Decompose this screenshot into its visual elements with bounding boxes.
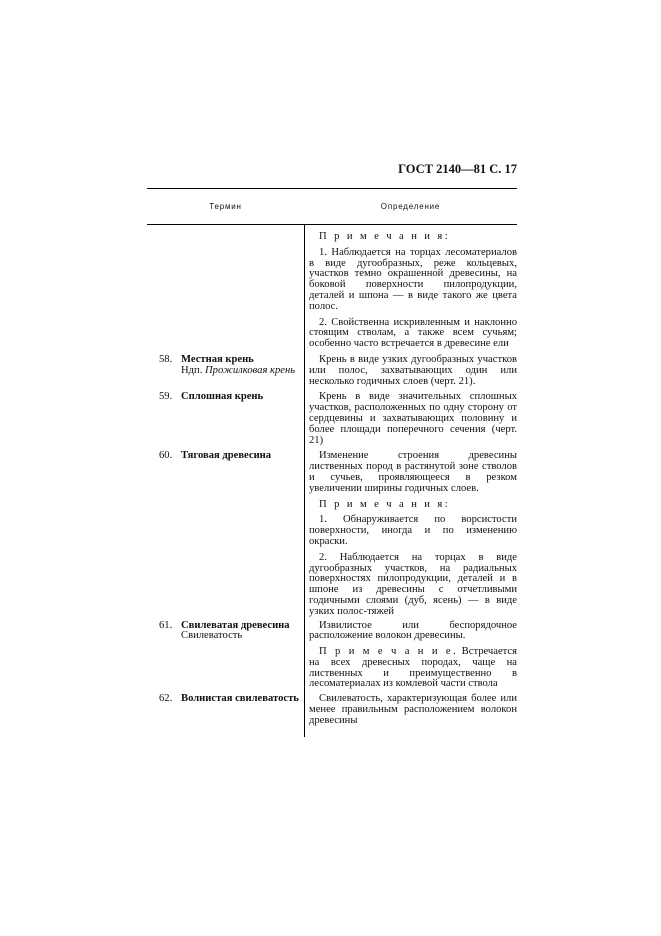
entry-number: 58. bbox=[159, 353, 173, 365]
column-divider bbox=[304, 225, 305, 737]
entry-definition: Крень в виде узких дугообразных участков или полос, захватывающих один или несколько годичных слоев (черт. 21). bbox=[309, 353, 517, 387]
entry-term: Сплошная крень bbox=[181, 391, 264, 403]
note-title: П р и м е ч а н и я: bbox=[319, 231, 451, 242]
table-body bbox=[147, 225, 517, 727]
entry-definition: Извилистое или беспорядочное расположение волокон древесины. bbox=[309, 619, 517, 642]
terms-table bbox=[147, 188, 517, 727]
table-row bbox=[147, 350, 517, 387]
entry-term: Свилеватая древесина bbox=[181, 619, 290, 631]
entry-alt: Свилеватость bbox=[181, 630, 243, 642]
note-text: 1. Наблюдается на торцах лесоматериалов в виде дугообразных, реже кольцевых, участков темно окрашенной древесины, на боковой поверхности пилопродукции, деталей и шпона — в виде такого же цвета полос. bbox=[309, 246, 517, 312]
entry-number: 60. bbox=[159, 450, 173, 462]
table-row bbox=[147, 446, 517, 617]
entry-number: 59. bbox=[159, 391, 173, 403]
column-header-term: Термин bbox=[209, 202, 242, 211]
entry-alt-prefix: Ндп. bbox=[181, 364, 203, 376]
entry-definition: Свилеватость, характеризующая более или менее правильным расположением волокон древесины bbox=[309, 693, 517, 726]
note-text: Встречается на всех древесных породах, чаще на лиственных и преимущественно в лесоматериалах из комлевой части ствола bbox=[309, 646, 517, 690]
entry-alt: Прожилковая крень bbox=[205, 364, 296, 376]
note-text: 2. Наблюдается на торцах в виде дугообразных участков, на радиальных поверхностях пилопродукции, деталей и в шпоне из древесины с отчетливыми годичными слоями (дуб, ясень) — в виде узких полос-тяжей bbox=[309, 551, 517, 617]
note-label: П р и м е ч а н и е. bbox=[319, 646, 459, 658]
table-row bbox=[147, 618, 517, 691]
entry-term: Местная крень bbox=[181, 353, 254, 365]
continuation-row bbox=[147, 225, 517, 350]
entry-term: Тяговая древесина bbox=[181, 450, 272, 462]
entry-term: Волнистая свилеватость bbox=[181, 693, 299, 705]
note-text: 2. Свойственна искривленным и наклонно стоящим стволам, а также всем сучьям; особенно часто встречается в древесине ели bbox=[309, 316, 517, 350]
entry-definition: Крень в виде значительных сплошных участков, расположенных по одну сторону от сердцевины и захватывающих половину и более площади поперечного сечения (черт. 21) bbox=[309, 391, 517, 446]
column-headers bbox=[147, 189, 517, 224]
note-text: 1. Обнаруживается по ворсистости поверхности, иногда и по изменению окраски. bbox=[309, 514, 517, 547]
entry-number: 61. bbox=[159, 619, 173, 631]
note-title: П р и м е ч а н и я: bbox=[319, 498, 451, 510]
table-row bbox=[147, 387, 517, 446]
column-header-definition: Определение bbox=[380, 202, 441, 211]
entry-number: 62. bbox=[159, 693, 173, 705]
entry-definition: Изменение строения древесины лиственных пород в растянутой зоне стволов и сучьев, проявляющееся в резком увеличении ширины годичных слоев. bbox=[309, 450, 517, 494]
table-row bbox=[147, 690, 517, 726]
page-header: ГОСТ 2140—81 С. 17 bbox=[398, 162, 517, 176]
